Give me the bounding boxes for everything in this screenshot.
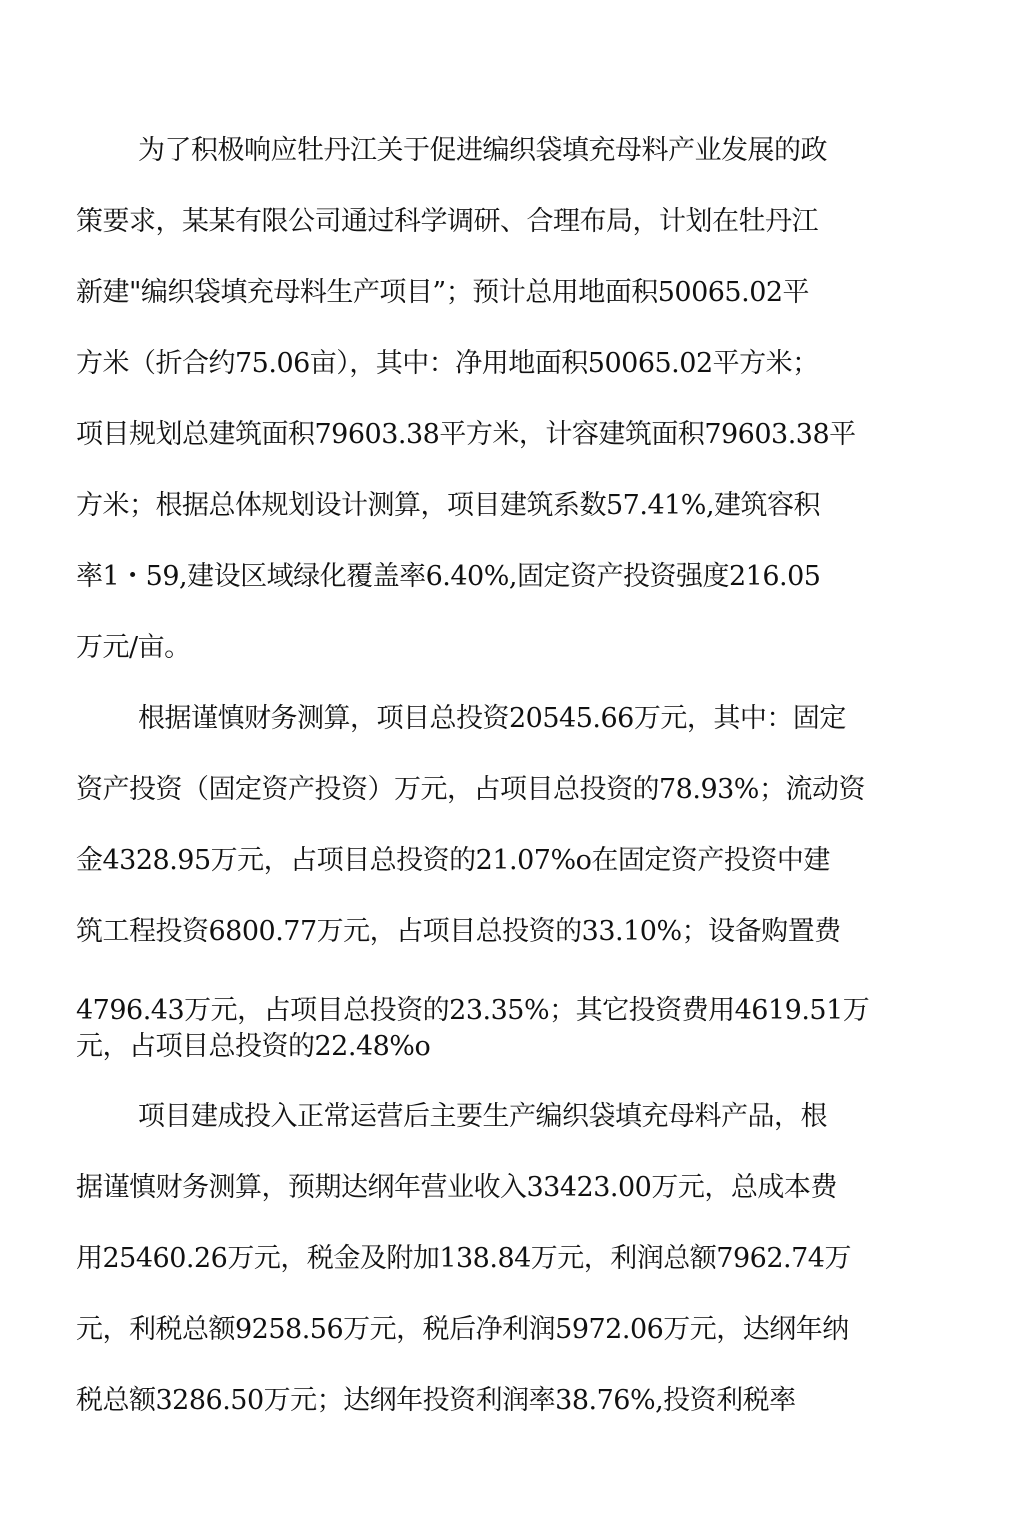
text-line: 万元/亩。 <box>76 632 191 663</box>
text-line: 元，占项目总投资的22.48%o <box>76 1031 431 1062</box>
text-line: 为了积极响应牡丹江关于促进编织袋填充母料产业发展的政 <box>138 135 827 166</box>
text-line: 率1・59,建设区域绿化覆盖率6.40%,固定资产投资强度216.05 <box>76 561 821 592</box>
text-line: 方米；根据总体规划设计测算，项目建筑系数57.41%,建筑容积 <box>76 490 821 521</box>
text-line: 新建"编织袋填充母料生产项目”；预计总用地面积50065.02平 <box>76 277 810 308</box>
text-line: 4796.43万元，占项目总投资的23.35%；其它投资费用4619.51万 <box>76 995 870 1026</box>
text-line: 策要求，某某有限公司通过科学调研、合理布局，计划在牡丹江 <box>76 206 818 237</box>
text-line: 据谨慎财务测算，预期达纲年营业收入33423.00万元，总成本费 <box>76 1172 837 1203</box>
text-line: 用25460.26万元，税金及附加138.84万元，利润总额7962.74万 <box>76 1243 851 1274</box>
text-line: 项目规划总建筑面积79603.38平方米，计容建筑面积79603.38平 <box>76 419 856 450</box>
text-line: 筑工程投资6800.77万元，占项目总投资的33.10%；设备购置费 <box>76 916 841 947</box>
text-line: 元，利税总额9258.56万元，税后净利润5972.06万元，达纲年纳 <box>76 1314 849 1345</box>
text-line: 金4328.95万元，占项目总投资的21.07%o在固定资产投资中建 <box>76 845 830 876</box>
text-line: 税总额3286.50万元；达纲年投资利润率38.76%,投资利税率 <box>76 1385 796 1416</box>
text-line: 项目建成投入正常运营后主要生产编织袋填充母料产品，根 <box>138 1101 827 1132</box>
text-line: 方米（折合约75.06亩），其中：净用地面积50065.02平方米； <box>76 348 819 379</box>
text-line: 根据谨慎财务测算，项目总投资20545.66万元，其中：固定 <box>138 703 846 734</box>
text-line: 资产投资（固定资产投资）万元，占项目总投资的78.93%；流动资 <box>76 774 865 805</box>
